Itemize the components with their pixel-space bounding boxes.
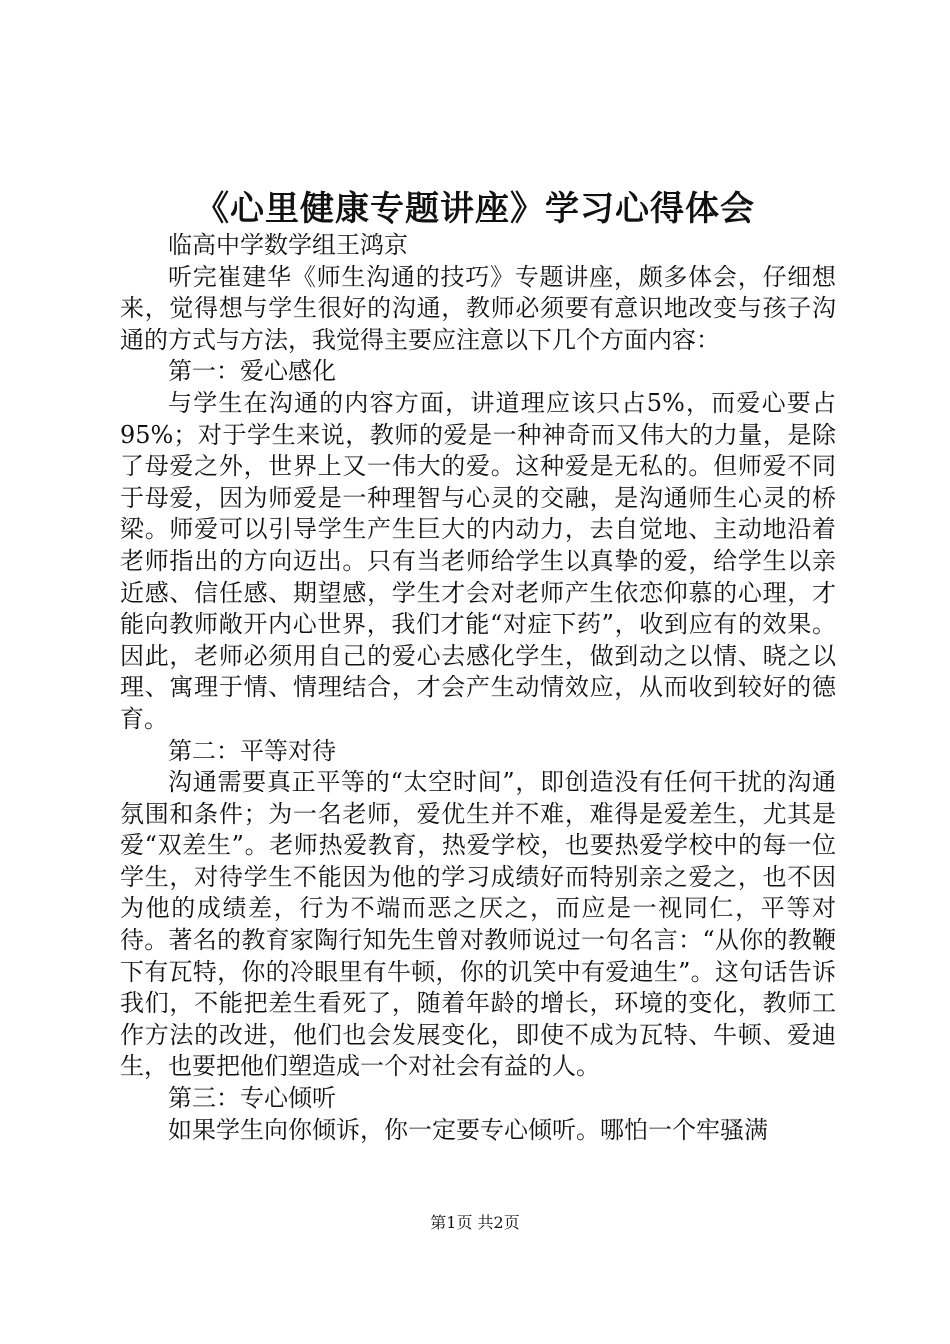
section-paragraph-3: 如果学生向你倾诉，你一定要专心倾听。哪怕一个牢骚满 [168,1115,768,1144]
section-heading-2: 第二：平等对待 [168,736,336,765]
section-paragraph-1: 与学生在沟通的内容方面，讲道理应该只占5%，而爱心要占95%；对于学生来说，教师的爱是一种神奇而又伟大的力量，是除了母爱之外，世界上又一伟大的爱。这种爱是无私的。但师爱不同于母爱，因为师爱是一种理智与心灵的交融，是沟通师生心灵的桥梁。师爱可以引导学生产生巨大的内动力，去自觉地、主动地沿着老师指出的方向迈出。只有当老师给学生以真挚的爱，给学生以亲近感、信任感、期望感，学生才会对老师产生依恋仰慕的心理，才能向教师敞开内心世界，我们才能“对症下药”，收到应有的效果。因此，老师必须用自己的爱心去感化学生，做到动之以情、晓之以理、寓理于情、情理结合，才会产生动情效应，从而收到较好的德育。 [120,388,836,733]
section-paragraph-2: 沟通需要真正平等的“太空时间”，即创造没有任何干扰的沟通氛围和条件；为一名老师，爱优生并不难，难得是爱差生，尤其是爱“双差生”。老师热爱教育，热爱学校，也要热爱学校中的每一位学生，对待学生不能因为他的学习成绩好而特别亲之爱之，也不因为他的成绩差，行为不端而恶之厌之，而应是一视同仁，平等对待。著名的教育家陶行知先生曾对教师说过一句名言：“从你的教鞭下有瓦特，你的冷眼里有牛顿，你的讥笑中有爱迪生”。这句话告诉我们，不能把差生看死了，随着年龄的增长，环境的变化，教师工作方法的改进，他们也会发展变化，即使不成为瓦特、牛顿、爱迪生，也要把他们塑造成一个对社会有益的人。 [120,768,836,1081]
document-title: 《心里健康专题讲座》学习心得体会 [195,189,755,229]
author-line: 临高中学数学组王鸿京 [168,231,408,259]
page-footer: 第1页 共2页 [430,1213,520,1232]
section-heading-3: 第三：专心倾听 [168,1084,336,1113]
section-heading-1: 第一：爱心感化 [168,357,336,386]
intro-paragraph: 听完崔建华《师生沟通的技巧》专题讲座，颇多体会，仔细想来，觉得想与学生很好的沟通，教师必须要有意识地改变与孩子沟通的方式与方法，我觉得主要应注意以下几个方面内容： [120,262,836,354]
document-body [120,230,836,1146]
